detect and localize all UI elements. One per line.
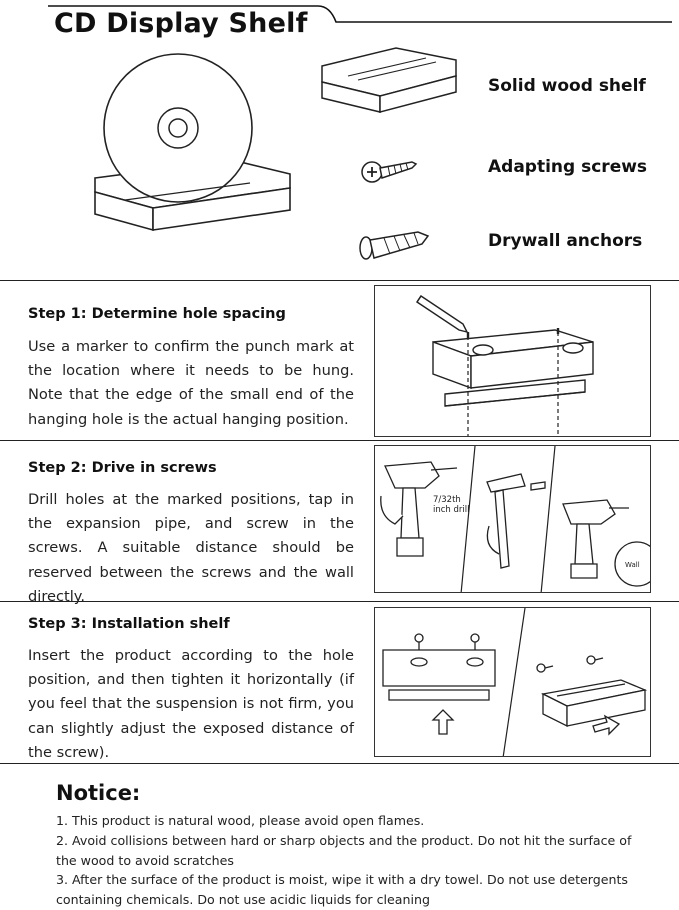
part-label-anchors: Drywall anchors xyxy=(488,231,643,251)
step-1-body: Use a marker to confirm the punch mark at the location where it needs to be hung. Note that the edge of the small end of the hanging hole is the actual hanging position. xyxy=(28,338,354,428)
divider xyxy=(0,440,679,441)
step-2-title: Step 2: Drive in screws xyxy=(28,460,217,476)
step-1-title: Step 1: Determine hole spacing xyxy=(28,306,286,322)
part-label-screws: Adapting screws xyxy=(488,157,648,177)
notice-title: Notice: xyxy=(56,781,141,805)
drill-size-label: 7/32th xyxy=(433,495,461,505)
notice-item: 1. This product is natural wood, please avoid open flames. xyxy=(56,813,425,828)
divider xyxy=(0,280,679,281)
step-2-body: Drill holes at the marked positions, tap in the expansion pipe, and screw in the screws. A suitable distance should be reserved between the screws and the wall directly. xyxy=(28,491,354,605)
screw-icon xyxy=(360,150,420,190)
notice-item: 2. Avoid collisions between hard or sharp objects and the product. Do not hit the surface of the wood to avoid scratches xyxy=(56,833,632,868)
anchor-icon xyxy=(356,224,436,264)
shelf-icon xyxy=(318,46,468,116)
wall-label: Wall xyxy=(625,561,640,569)
step-3-illustration xyxy=(374,607,651,757)
step-3-body: Insert the product according to the hole position, and then tighten it horizontally (if you feel that the suspension is not firm, you can slightly adjust the exposed distance of the screw). xyxy=(28,647,354,761)
step-2-illustration xyxy=(374,445,651,593)
part-label-shelf: Solid wood shelf xyxy=(488,76,646,96)
step-1-illustration xyxy=(374,285,651,437)
step-3-title: Step 3: Installation shelf xyxy=(28,616,230,632)
drill-size-label-2: inch drill xyxy=(433,505,470,515)
page-title: CD Display Shelf xyxy=(54,8,308,39)
notice-item: 3. After the surface of the product is moist, wipe it with a dry towel. Do not use detergents containing chemicals. Do not use acidic liquids for cleaning xyxy=(56,872,628,907)
